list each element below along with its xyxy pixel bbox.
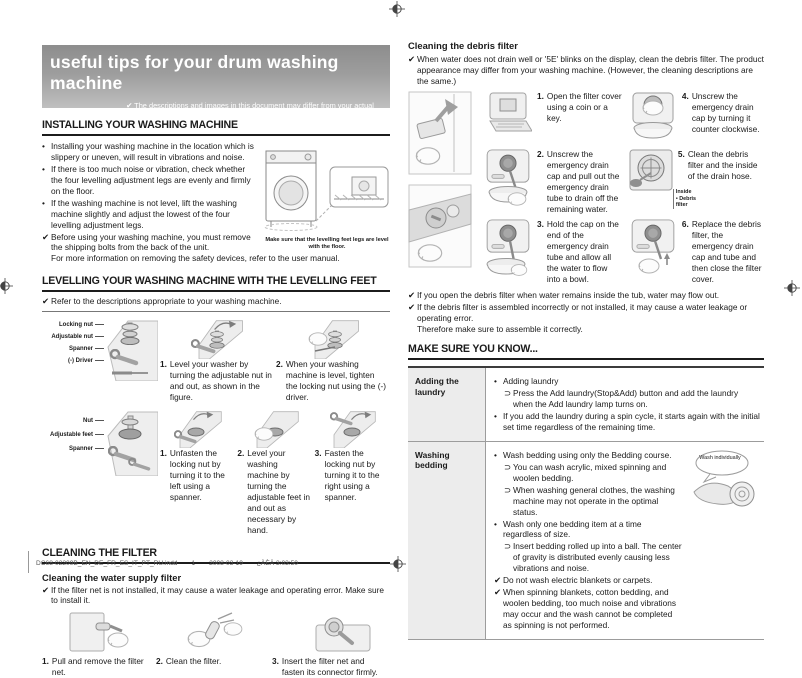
step-number: 5. xyxy=(677,148,685,159)
step-text: Open the filter cover using a coin or a key. xyxy=(546,90,622,123)
bullet-icon: • xyxy=(42,141,45,151)
know-heading: MAKE SURE YOU KNOW... xyxy=(408,343,764,360)
check-icon: ✔ xyxy=(408,290,415,301)
step-text: Level your washing machine by turning the adjustable feet in and out as necessary by hand. xyxy=(247,448,310,535)
levelling-heading: LEVELLING YOUR WASHING MACHINE WITH THE LEVELLING FEET xyxy=(42,275,390,292)
step-illustration xyxy=(249,410,299,448)
step-number: 2. xyxy=(537,148,544,159)
know-table xyxy=(408,366,764,640)
pull-filter-illustration xyxy=(68,611,132,653)
row-label: Adding the laundry xyxy=(408,368,486,441)
table-line: Insert bedding rolled up into a ball. The center of gravity is distributed evenly causing less vibrations and noise. xyxy=(513,541,682,574)
levelling-diagram-feet xyxy=(42,410,158,480)
installing-bullet: Installing your washing machine in the location which is slippery or uneven, will result in vibrations and noise. xyxy=(51,141,254,162)
water-filter-note: ✔ If the filter net is not installed, it may cause a water leakage and operating error. Make sure to install it. xyxy=(42,584,384,606)
step-number: 4. xyxy=(681,90,689,101)
installing-bullet: If there is too much noise or vibration, check whether the four levelling adjustment legs are evenly and firmly on the floor. xyxy=(51,163,251,196)
step-illustration xyxy=(484,91,532,135)
levelling-row-2 xyxy=(42,410,390,536)
step-text: Unscrew the emergency drain cap by turning it counter clockwise. xyxy=(691,90,760,134)
levelling-step xyxy=(274,319,390,403)
table-line: If you add the laundry during a spin cycle, it starts again with the initial set time regardless of the remaining time. xyxy=(503,411,760,432)
debris-step xyxy=(484,91,629,149)
clean-filter-illustration xyxy=(182,611,246,653)
levelling-step xyxy=(235,410,312,536)
installing-text xyxy=(42,141,258,253)
step-number: 2. xyxy=(276,359,283,370)
bedding-figure xyxy=(684,448,762,512)
step-text: Unscrew the emergency drain cap and pull out the emergency drain tube to drain off the remaining water. xyxy=(546,148,620,214)
registration-mark xyxy=(390,556,406,572)
check-icon: ✔ xyxy=(42,296,49,307)
diagram-label: Spanner xyxy=(69,446,104,452)
installing-bullet: If the washing machine is not level, lift the washing machine slightly and adjust the lowest of the four levelling adjustment legs. xyxy=(51,197,237,230)
levelling-step xyxy=(313,410,390,536)
bubble-text: Wash individually xyxy=(699,454,741,461)
table-row-adding-laundry xyxy=(408,368,764,441)
table-line: Wash bedding using only the Bedding course. xyxy=(503,449,672,460)
step-number: 1. xyxy=(160,448,167,458)
machine-figure-caption: Make sure that the levelling feet legs are level with the floor. xyxy=(265,237,389,251)
diagram-label: (-) Driver xyxy=(68,358,104,364)
debris-overview-figures xyxy=(408,91,478,285)
washing-machine-illustration xyxy=(264,143,390,231)
feet-illustration xyxy=(106,410,158,476)
step-text: Clean the debris filter and the inside of the drain hose. xyxy=(687,148,758,181)
bullet-icon: • xyxy=(494,518,497,529)
table-line: Do not wash electric blankets or carpets. xyxy=(503,575,653,586)
sub-bullet-icon: ⊃ xyxy=(504,388,511,399)
installing-check-note-cont: For more information on removing the safety devices, refer to the user manual. xyxy=(51,253,340,264)
step-text: Level your washer by turning the adjustable nut in and out, as shown in the figure. xyxy=(169,359,272,403)
diagram-label: Adjustable feet xyxy=(50,432,104,438)
footer-page-number: 1 xyxy=(191,560,196,567)
step-illustration xyxy=(629,149,673,191)
filter-heading: CLEANING THE FILTER xyxy=(42,547,390,564)
title-banner xyxy=(42,45,390,122)
step-text: Pull and remove the filter net. xyxy=(51,656,144,678)
machine-figure xyxy=(264,143,390,252)
step-illustration xyxy=(484,149,532,207)
registration-mark xyxy=(0,278,13,294)
check-icon: ✔ xyxy=(494,587,501,598)
table-line: When spinning blankets, cotton bedding, and woolen bedding, too much noise and vibrations may occur and the wash cannot be completed as spinning is not performed. xyxy=(503,587,676,630)
levelling-step xyxy=(158,319,274,403)
step-number: 2. xyxy=(156,656,163,667)
debris-steps-1-3 xyxy=(478,91,629,285)
debris-step xyxy=(484,219,629,285)
sub-bullet-icon: ⊃ xyxy=(504,541,511,552)
diagram-label: Nut xyxy=(83,418,104,424)
step-text: Hold the cap on the end of the emergency drain tube and allow all the water to flow into a bowl. xyxy=(546,218,619,284)
debris-steps-grid xyxy=(408,91,764,285)
step-number: 3. xyxy=(314,448,322,458)
water-filter-images xyxy=(42,611,390,653)
water-filter-subheading: Cleaning the water supply filter xyxy=(42,571,182,583)
levelling-diagram-nuts xyxy=(42,319,158,383)
water-filter-steps xyxy=(42,656,390,678)
step-illustration xyxy=(172,410,222,448)
debris-steps-4-6 xyxy=(629,91,764,285)
page-title: useful tips for your drum washing machine xyxy=(50,52,339,93)
installing-check-note: Before using your washing machine, you must remove the shipping bolts from the back of the unit. xyxy=(51,231,251,253)
step-illustration xyxy=(305,319,359,359)
step-illustration xyxy=(629,219,677,275)
registration-mark xyxy=(389,1,405,17)
inside-debris-filter-label: Inside • Debris filter xyxy=(673,189,696,209)
check-icon: ✔ xyxy=(42,231,49,242)
right-column xyxy=(408,40,764,640)
bullet-icon: • xyxy=(494,449,497,460)
debris-note-2: ✔ If the debris filter is assembled incorrectly or not installed, it may cause a water leakage or operating error. xyxy=(408,302,748,324)
divider xyxy=(42,311,390,312)
sub-bullet-icon: ⊃ xyxy=(504,484,511,495)
footer-date: 2008-03-19 xyxy=(209,560,243,567)
step-text: Clean the filter. xyxy=(165,656,222,667)
diagram-label: Spanner xyxy=(69,346,104,352)
step-number: 3. xyxy=(272,656,279,667)
step-illustration xyxy=(189,319,243,359)
installing-section xyxy=(42,141,390,264)
footer-filename: DC68-02209B_EN_DE_FR_ES_IT_PT_RU.indd xyxy=(36,560,178,567)
check-icon: ✔ xyxy=(408,54,415,64)
step-illustration xyxy=(629,91,677,141)
step-number: 1. xyxy=(42,656,49,667)
check-icon: ✔ xyxy=(494,575,501,586)
bullet-icon: • xyxy=(42,163,45,174)
left-column xyxy=(42,45,390,678)
table-line: You can wash acrylic, mixed spinning and woolen bedding. xyxy=(513,461,667,483)
diagram-label: Locking nut xyxy=(59,322,104,328)
debris-step xyxy=(629,91,764,149)
debris-note-1: ✔ If you open the debris filter when water remains inside the tub, water may flow out. xyxy=(408,290,720,301)
footer-time: ¿ÀÈÄ 3:03:50 xyxy=(256,560,298,567)
levelling-step xyxy=(158,410,235,536)
bullet-icon: • xyxy=(494,411,497,421)
footer xyxy=(36,560,312,567)
step-number: 3. xyxy=(537,218,544,229)
diagram-label: Adjustable nut xyxy=(51,334,104,340)
table-line: Press the Add laundry(Stop&Add) button and add the laundry when the Add laundry lamp turns on. xyxy=(513,388,739,410)
debris-step xyxy=(629,219,764,285)
debris-note-2-cont: Therefore make sure to assemble it correctly. xyxy=(417,324,583,335)
bullet-icon: • xyxy=(494,376,497,387)
step-illustration xyxy=(484,219,532,277)
levelling-row-1 xyxy=(42,319,390,403)
bullet-icon: • xyxy=(42,197,45,208)
registration-mark xyxy=(784,280,800,296)
table-line: When washing general clothes, the washing machine may not operate in the optimal status. xyxy=(513,484,675,517)
sub-bullet-icon: ⊃ xyxy=(504,461,511,472)
row-label: Washing bedding xyxy=(408,442,486,639)
table-line: Adding laundry xyxy=(503,376,559,387)
table-row-washing-bedding xyxy=(408,441,764,639)
debris-step xyxy=(484,149,629,219)
step-text: Unfasten the locking nut by turning it to the left using a spanner. xyxy=(169,448,225,502)
coin-cover-illustration xyxy=(408,184,472,268)
step-number: 1. xyxy=(160,359,167,370)
debris-step xyxy=(629,149,764,219)
debris-filter-subheading: Cleaning the debris filter xyxy=(408,40,518,51)
step-number: 6. xyxy=(681,218,689,229)
installing-heading: INSTALLING YOUR WASHING MACHINE xyxy=(42,119,390,136)
nuts-illustration xyxy=(106,319,158,381)
step-text: Fasten the locking nut by turning it to the right using a spanner. xyxy=(324,448,380,502)
step-number: 2. xyxy=(237,448,245,458)
debris-filter-note: ✔ When water does not drain well or '5E' blinks on the display, clean the debris filter. The product appearance may differ from your washing machine. (However, the cleaning descriptions are the same.) xyxy=(408,54,764,86)
step-number: 1. xyxy=(537,90,544,101)
step-illustration xyxy=(326,410,376,448)
insert-filter-illustration xyxy=(308,611,372,653)
step-text: Replace the debris filter, the emergency drain cap and tube and then close the filter cover. xyxy=(691,218,762,284)
open-cover-illustration xyxy=(408,91,472,175)
crop-mark xyxy=(28,551,29,573)
check-icon: ✔ xyxy=(42,584,49,595)
step-text: Insert the filter net and fasten its connector firmly. xyxy=(281,656,378,678)
levelling-note: ✔ Refer to the descriptions appropriate to your washing machine. xyxy=(42,296,282,307)
table-line: Wash only one bedding item at a time regardless of size. xyxy=(503,518,642,540)
check-icon: ✔ xyxy=(408,302,415,313)
step-text: When your washing machine is level, tighten the locking nut using the (-) driver. xyxy=(285,359,386,403)
banner-note: ✔ The descriptions and images in this document may differ from your actual purchased product. For more information, refer to the user manual. xyxy=(126,101,374,122)
